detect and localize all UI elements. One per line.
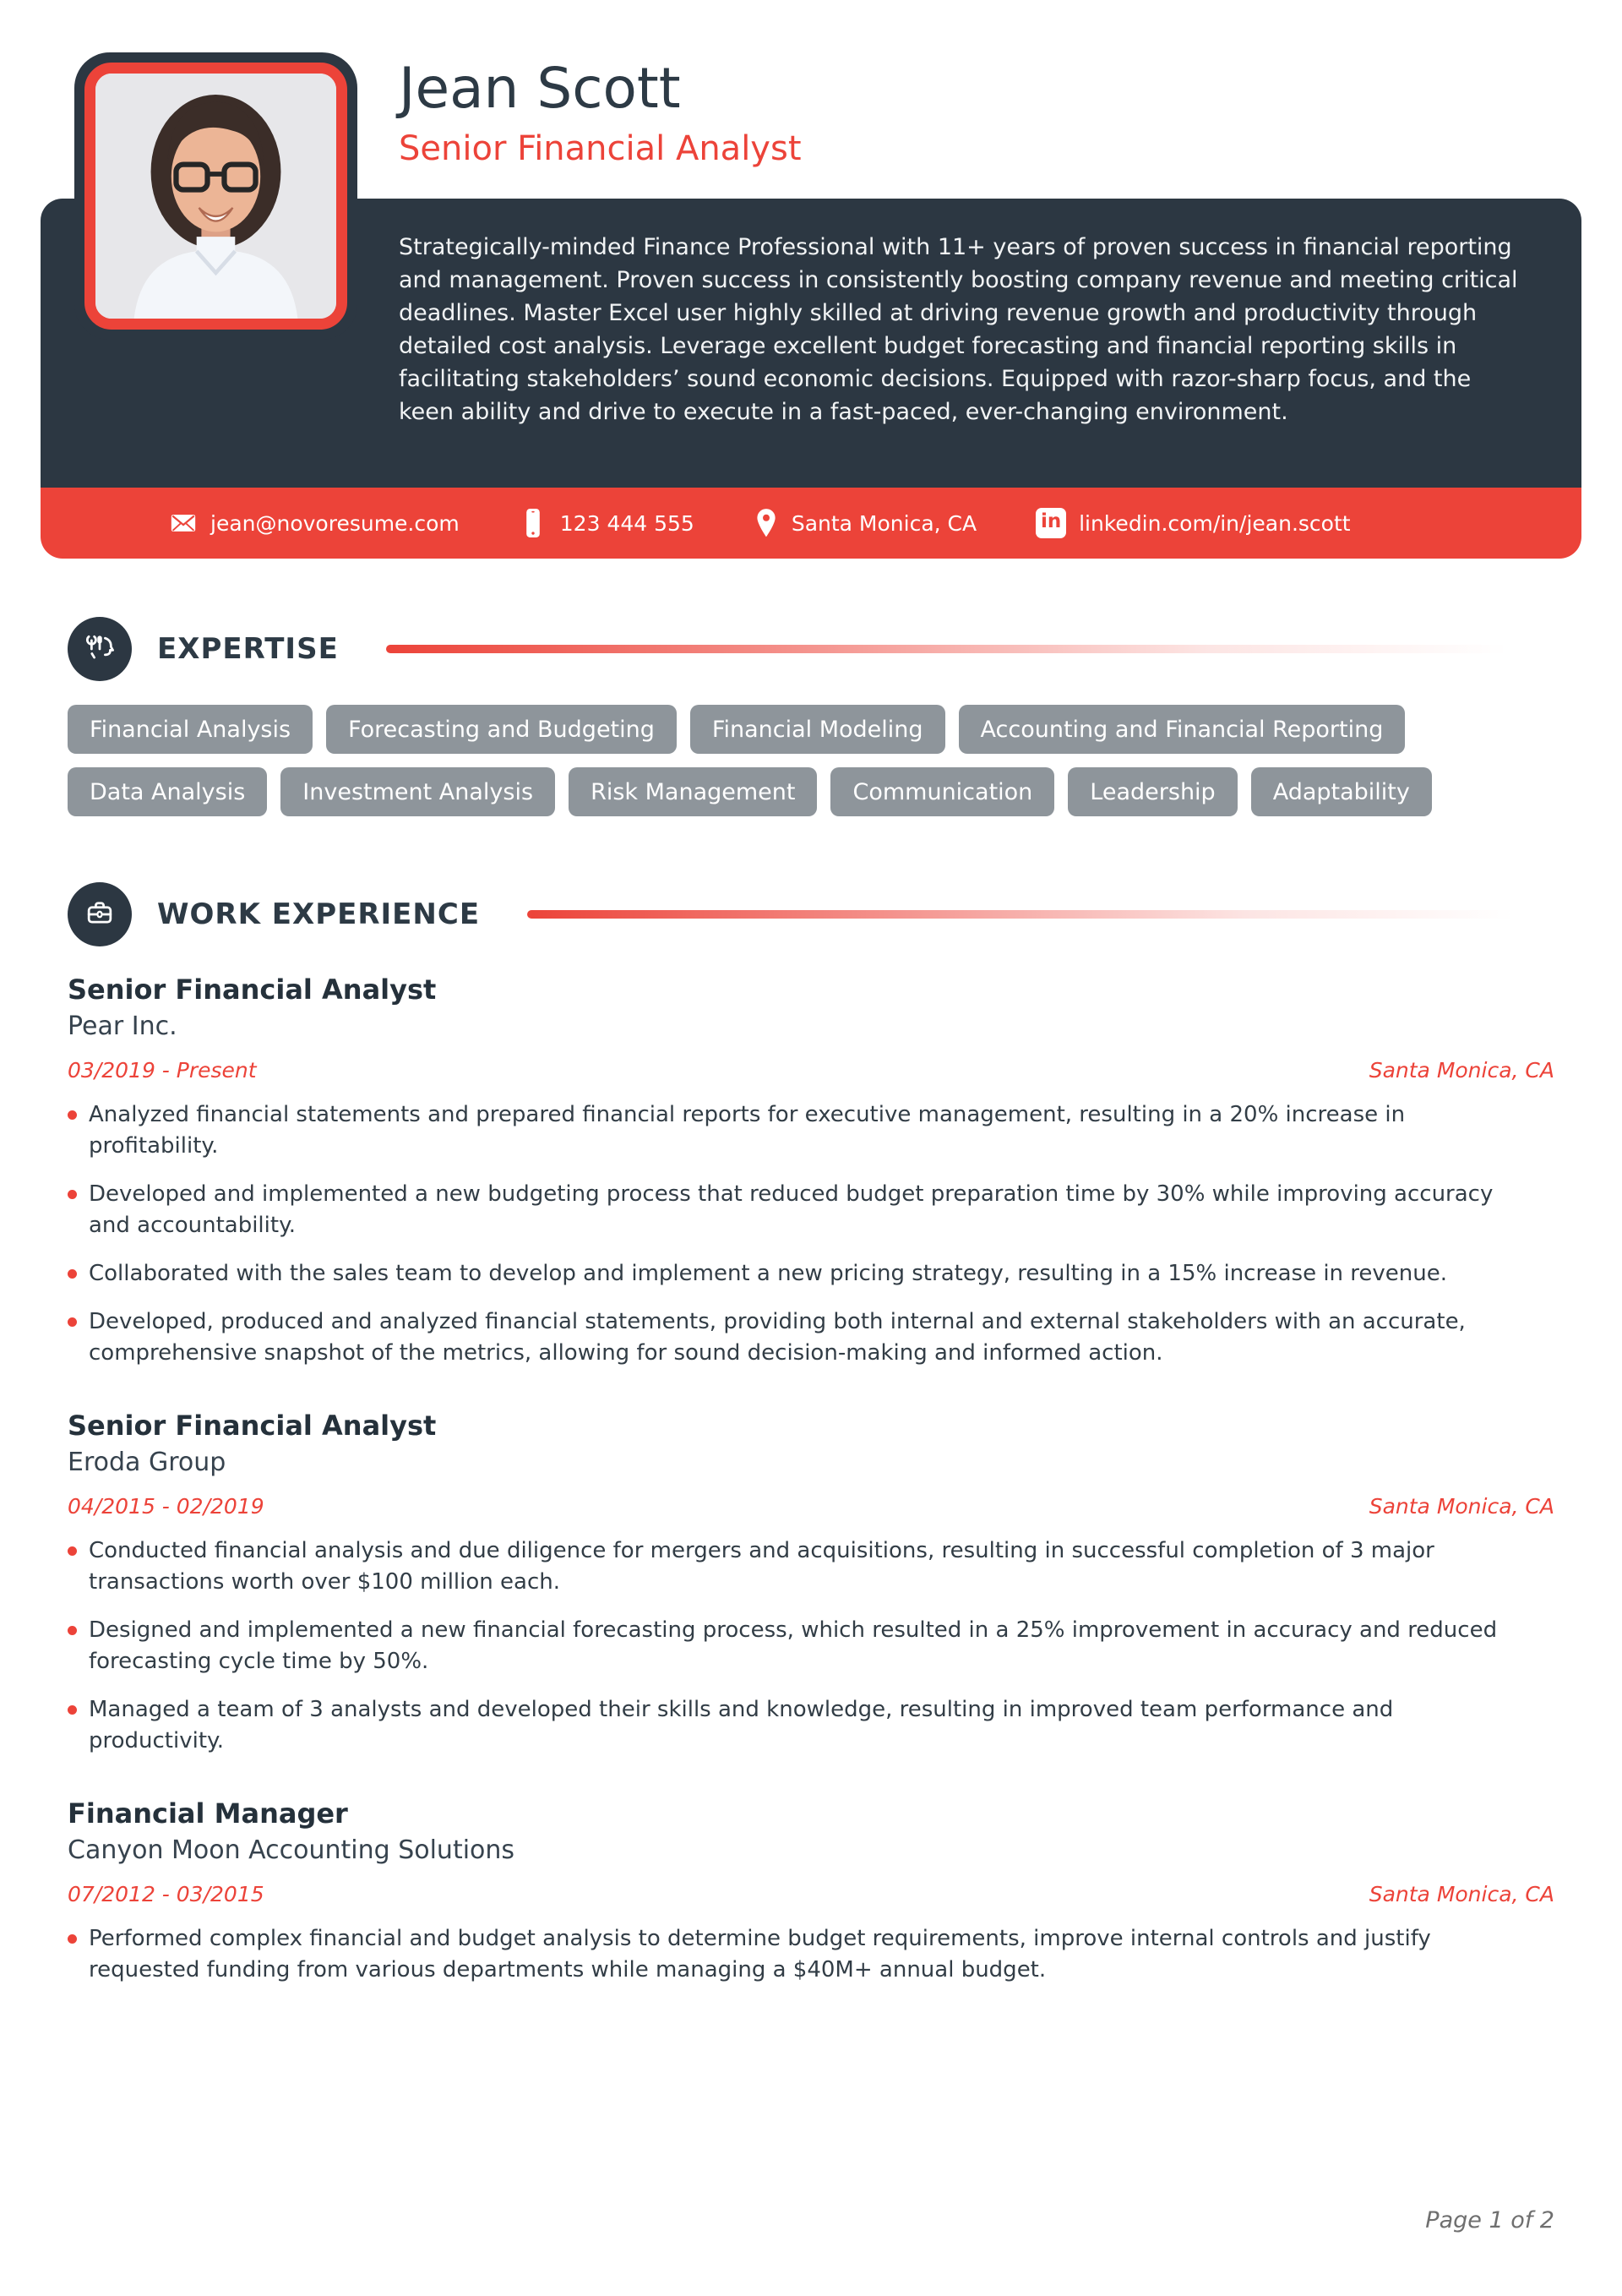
job-company: Canyon Moon Accounting Solutions xyxy=(68,1835,515,1865)
bullet-dot-icon xyxy=(68,1190,77,1199)
job-meta xyxy=(68,1494,1554,1519)
smartphone-icon xyxy=(519,506,547,540)
bullet-text: Managed a team of 3 analysts and developed their skills and knowledge, resulting in improved team performance and productivity. xyxy=(89,1697,1394,1753)
skills-row-2 xyxy=(68,767,1554,816)
briefcase-icon xyxy=(81,896,118,933)
job-title: Financial Manager xyxy=(68,1797,348,1830)
job-bullet-list xyxy=(68,1099,1554,1369)
job-entry xyxy=(68,1797,1554,1986)
job-meta xyxy=(68,1058,1554,1083)
work-section-title: WORK EXPERIENCE xyxy=(157,897,481,931)
bullet-text: Performed complex financial and budget analysis to determine budget requirements, improve internal controls and justify requested funding from various departments while managing a $40M+ annual budget. xyxy=(89,1926,1431,1982)
bullet-item xyxy=(68,1535,1554,1598)
bullet-item xyxy=(68,1923,1554,1986)
contact-email-value: jean@novoresume.com xyxy=(210,510,460,536)
job-dates: 03/2019 - Present xyxy=(68,1058,257,1083)
contact-linkedin-value: linkedin.com/in/jean.scott xyxy=(1079,510,1351,536)
linkedin-icon: in xyxy=(1036,508,1066,538)
skill-chip: Risk Management xyxy=(569,767,817,816)
bullet-text: Conducted financial analysis and due diligence for mergers and acquisitions, resulting in successful completion of 3 major transactions worth over $100 million each. xyxy=(89,1538,1434,1595)
skill-chip: Data Analysis xyxy=(68,767,267,816)
bullet-item xyxy=(68,1099,1554,1162)
skill-chip: Leadership xyxy=(1068,767,1237,816)
job-bullet-list xyxy=(68,1535,1554,1757)
header xyxy=(0,0,1622,199)
skill-chip: Accounting and Financial Reporting xyxy=(959,705,1406,754)
bullet-item xyxy=(68,1306,1554,1369)
page-number: Page 1 of 2 xyxy=(1425,2207,1554,2233)
name-block xyxy=(399,57,802,169)
job-entry xyxy=(68,1410,1554,1757)
contact-location xyxy=(754,506,977,540)
job-dates: 07/2012 - 03/2015 xyxy=(68,1882,264,1906)
envelope-icon xyxy=(169,509,198,537)
job-meta xyxy=(68,1882,1554,1906)
bullet-dot-icon xyxy=(68,1317,77,1327)
contact-phone xyxy=(519,506,694,540)
person-job-title: Senior Financial Analyst xyxy=(399,128,802,168)
summary-text: Strategically-minded Finance Professional with 11+ years of proven success in financial reporting and management. Proven success in consistently boosting company revenue and meeting critical deadlines. Master Excel user highly skilled at driving revenue growth and productivity through detailed cost analysis. Leverage excellent budget forecasting and financial reporting skills in facilitating stakeholders’ sound economic decisions. Equipped with razor-sharp focus, and the keen ability and drive to execute in a fast-paced, ever-changing environment. xyxy=(399,234,1518,425)
bullet-text: Designed and implemented a new financial forecasting process, which resulted in a 25% improvement in accuracy and reduced forecasting cycle time by 50%. xyxy=(89,1617,1498,1674)
tools-and-head-icon xyxy=(81,630,118,668)
expertise-section-header xyxy=(68,617,1554,681)
skill-chip: Forecasting and Budgeting xyxy=(326,705,677,754)
job-location: Santa Monica, CA xyxy=(1369,1058,1554,1083)
job-dates: 04/2015 - 02/2019 xyxy=(68,1494,264,1519)
work-section-header xyxy=(68,882,1554,946)
contact-linkedin[interactable] xyxy=(1036,508,1350,538)
job-location: Santa Monica, CA xyxy=(1369,1882,1554,1906)
bullet-text: Collaborated with the sales team to develop and implement a new pricing strategy, resulting in a 15% increase in revenue. xyxy=(89,1261,1448,1286)
expertise-icon-circle xyxy=(68,617,132,681)
skills-row-1 xyxy=(68,705,1554,754)
map-pin-icon xyxy=(754,506,779,540)
skill-chip: Communication xyxy=(830,767,1054,816)
job-company: Pear Inc. xyxy=(68,1012,177,1041)
bullet-dot-icon xyxy=(68,1546,77,1556)
expertise-section-title: EXPERTISE xyxy=(157,632,339,666)
work-icon-circle xyxy=(68,882,132,946)
job-title: Senior Financial Analyst xyxy=(68,973,437,1006)
bullet-dot-icon xyxy=(68,1269,77,1279)
contact-bar xyxy=(41,488,1581,559)
bullet-dot-icon xyxy=(68,1110,77,1120)
contact-phone-value: 123 444 555 xyxy=(559,510,694,536)
bullet-item xyxy=(68,1258,1554,1290)
bullet-dot-icon xyxy=(68,1626,77,1635)
person-name: Jean Scott xyxy=(399,56,681,121)
bullet-dot-icon xyxy=(68,1934,77,1944)
skill-chip: Financial Analysis xyxy=(68,705,313,754)
section-divider-line xyxy=(386,645,1554,653)
job-entry xyxy=(68,973,1554,1369)
bullet-dot-icon xyxy=(68,1705,77,1715)
job-company: Eroda Group xyxy=(68,1448,226,1477)
contact-email[interactable] xyxy=(169,509,460,537)
bullet-text: Analyzed financial statements and prepared financial reports for executive management, resulting in a 20% increase in profitability. xyxy=(89,1102,1406,1159)
job-title: Senior Financial Analyst xyxy=(68,1410,437,1442)
skill-chip: Adaptability xyxy=(1251,767,1432,816)
skill-chip: Investment Analysis xyxy=(280,767,555,816)
bullet-text: Developed and implemented a new budgeting process that reduced budget preparation time by 30% while improving accuracy and accountability. xyxy=(89,1181,1494,1238)
bullet-item xyxy=(68,1179,1554,1241)
profile-photo-frame xyxy=(74,52,357,340)
skill-chip: Financial Modeling xyxy=(690,705,945,754)
profile-photo xyxy=(84,63,347,330)
contact-location-value: Santa Monica, CA xyxy=(791,510,977,536)
main-content xyxy=(0,617,1622,1986)
section-divider-line xyxy=(527,910,1554,919)
bullet-text: Developed, produced and analyzed financial statements, providing both internal and external stakeholders with an accurate, comprehensive snapshot of the metrics, allowing for sound decision-making and informed action. xyxy=(89,1309,1466,1366)
job-bullet-list xyxy=(68,1923,1554,1986)
bullet-item xyxy=(68,1615,1554,1677)
portrait-photo-icon xyxy=(95,74,336,319)
job-location: Santa Monica, CA xyxy=(1369,1494,1554,1519)
bullet-item xyxy=(68,1694,1554,1757)
